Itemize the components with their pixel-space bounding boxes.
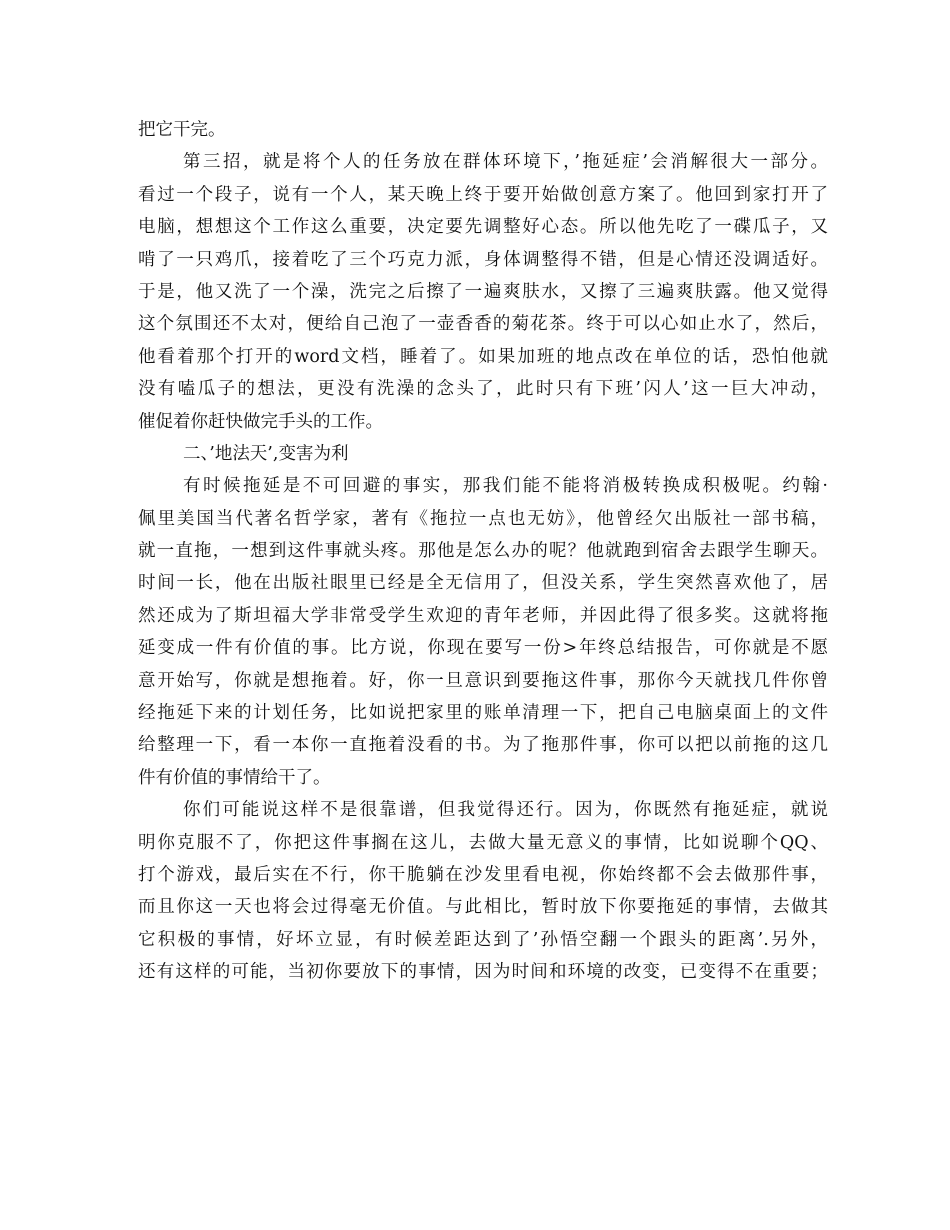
text-line: 佩里美国当代著名哲学家，著有《拖拉一点也无妨》，他曾经欠出版社一部书稿， bbox=[138, 508, 828, 529]
text-line: 件有价值的事情给干了。 bbox=[138, 767, 331, 788]
text-line: 就一直拖，一想到这件事就头疼。那他是怎么办的呢？他就跑到宿舍去跟学生聊天。 bbox=[138, 541, 828, 562]
text-line: 然还成为了斯坦福大学非常受学生欢迎的青年老师，并因此得了很多奖。这就将拖 bbox=[138, 605, 828, 626]
text-line: 它积极的事情，好坏立显，有时候差距达到了’孙悟空翻一个跟头的距离’.另外， bbox=[138, 929, 828, 950]
text-line: 时间一长，他在出版社眼里已经是全无信用了，但没关系，学生突然喜欢他了，居 bbox=[138, 573, 828, 594]
text-line: 经拖延下来的计划任务，比如说把家里的账单清理一下，把自己电脑桌面上的文件 bbox=[138, 703, 828, 724]
text-line: 还有这样的可能，当初你要放下的事情，因为时间和环境的改变，已变得不在重要； bbox=[138, 962, 828, 983]
text-line: 看过一个段子，说有一个人，某天晚上终于要开始做创意方案了。他回到家打开了 bbox=[138, 184, 828, 205]
text-line: 啃了一只鸡爪，接着吃了三个巧克力派，身体调整得不错，但是心情还没调适好。 bbox=[138, 249, 828, 270]
text-line: 二、’地法天’,变害为利 bbox=[183, 443, 349, 464]
text-line: 电脑，想想这个工作这么重要，决定要先调整好心态。所以他先吃了一碟瓜子，又 bbox=[138, 217, 828, 238]
text-line: 给整理一下，看一本你一直拖着没看的书。为了拖那件事，你可以把以前拖的这几 bbox=[138, 735, 828, 756]
text-line: 把它干完。 bbox=[138, 120, 226, 140]
text-line: 明你克服不了，你把这件事搁在这儿，去做大量无意义的事情，比如说聊个QQ、 bbox=[138, 832, 828, 853]
document-body bbox=[138, 114, 828, 989]
text-line: 你们可能说这样不是很靠谱，但我觉得还行。因为，你既然有拖延症，就说 bbox=[183, 800, 828, 821]
text-line: 意开始写，你就是想拖着。好，你一旦意识到要拖这件事，那你今天就找几件你曾 bbox=[138, 670, 828, 691]
text-line: 第三招，就是将个人的任务放在群体环境下，’拖延症’会消解很大一部分。 bbox=[183, 152, 828, 173]
text-line: 打个游戏，最后实在不行，你干脆躺在沙发里看电视，你始终都不会去做那件事， bbox=[138, 864, 828, 885]
text-line: 没有嗑瓜子的想法，更没有洗澡的念头了，此时只有下班’闪人’这一巨大冲动， bbox=[138, 379, 828, 400]
text-line: 催促着你赶快做完手头的工作。 bbox=[138, 411, 383, 432]
text-line: 有时候拖延是不可回避的事实，那我们能不能将消极转换成积极呢。约翰· bbox=[183, 476, 828, 497]
text-line: 延变成一件有价值的事。比方说，你现在要写一份>年终总结报告，可你就是不愿 bbox=[138, 638, 828, 659]
text-line: 于是，他又洗了一个澡，洗完之后擦了一遍爽肤水，又擦了三遍爽肤露。他又觉得 bbox=[138, 281, 828, 302]
text-line: 而且你这一天也将会过得毫无价值。与此相比，暂时放下你要拖延的事情，去做其 bbox=[138, 897, 828, 918]
text-line: 他看着那个打开的word文档，睡着了。如果加班的地点改在单位的话，恐怕他就 bbox=[138, 346, 828, 367]
text-line: 这个氛围还不太对，便给自己泡了一壶香香的菊花茶。终于可以心如止水了，然后， bbox=[138, 314, 828, 335]
